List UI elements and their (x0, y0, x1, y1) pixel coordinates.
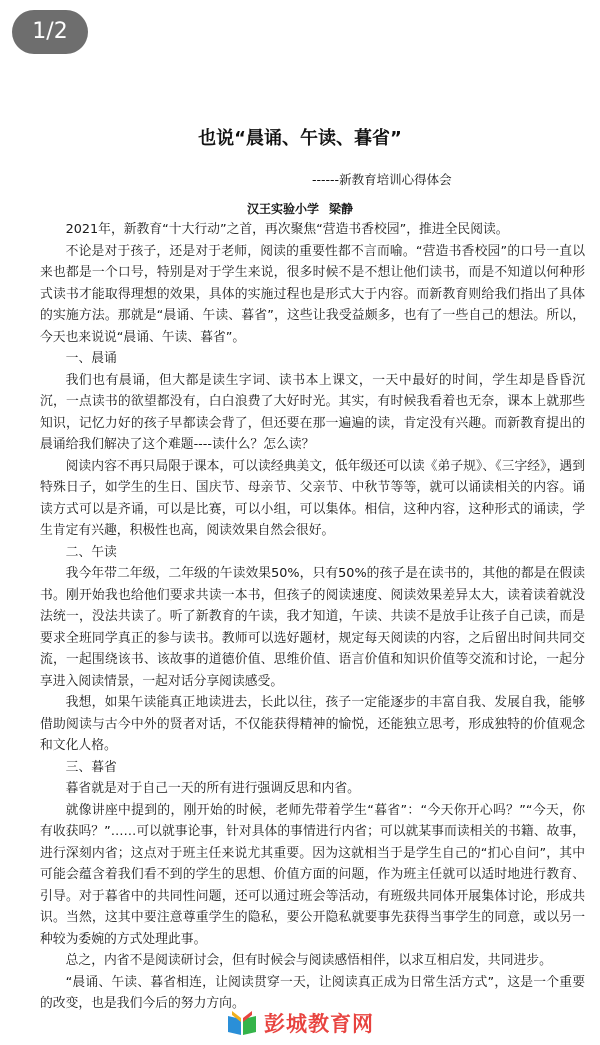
author-school: 汉王实验小学 (246, 202, 319, 216)
document-subtitle: ------新教育培训心得体会 (312, 172, 452, 187)
section-heading: 一、晨诵 (65, 351, 117, 366)
author-line (0, 200, 600, 217)
paragraph: “晨诵、午读、暮省相连，让阅读贯穿一天，让阅读真正成为日常生活方式”，这是一个重要的改变，也是我们今后的努力方向。 (40, 974, 585, 1011)
section-heading: 三、暮省 (65, 759, 117, 775)
paragraph: 我今年带二年级，二年级的午读效果50%，只有50%的孩子是在读书的，其他的都是在假读书。刚开始我也给他们要求共读一本书，但孩子的阅读速度、阅读效果差异太大，读着读着就没法统一，没法共读了。听了新教育的午读，我才知道，午读、共读不是放手让孩子自己读，而是要求全班同学真正的参与读书。教师可以选好题材，规定每天阅读的内容，之后留出时间共同交流，一起围绕该书、该故事的道德价值、思维价值、语言价值和知识价值等交流和讨论，一起分享进入阅读情景，一起对话分享阅读感受。 (40, 566, 585, 689)
paragraph: 总之，内省不是阅读研讨会，但有时候会与阅读感悟相伴，以求互相启发，共同进步。 (65, 953, 552, 968)
document-body (40, 219, 585, 1015)
paragraph: 我们也有晨诵，但大都是读生字词、读书本上课文，一天中最好的时间，学生却是昏昏沉沉，一点读书的欲望都没有，白白浪费了大好时光。其实，有时候我看着也无奈，课本上就那些知识，记忆力好的孩子早都读会背了，但还要在那一遍遍的读，肯定没有兴趣。而新教育提出的晨诵给我们解决了这个难题----读什么？怎么读？ (40, 372, 585, 452)
watermark (0, 1008, 600, 1038)
book-logo-icon (226, 1010, 258, 1036)
page-indicator[interactable]: 1/2 (12, 10, 88, 54)
paragraph: 就像讲座中提到的，刚开始的时候，老师先带着学生“暮省”：“今天你开心吗？”“今天，你有收获吗？”……可以就事论事，针对具体的事情进行内省；可以就某事而读相关的书籍、故事，进行深刻内省；这点对于班主任来说尤其重要。因为这就相当于是学生自己的“扪心自问”，其中可能会蕴含着我们看不到的学生的思想、价值方面的问题，作为班主任就可以适时地进行教育、引导。对于暮省中的共同性问题，还可以通过班会等活动，有班级共同体开展集体讨论，形成共识。当然，这其中要注意尊重学生的隐私，要公开隐私就要事先获得当事学生的同意，或以另一种较为委婉的方式处理此事。 (40, 802, 585, 947)
watermark-text: 彭城教育网 (264, 1012, 374, 1036)
section-heading: 二、午读 (65, 544, 117, 560)
document-title: 也说“晨诵、午读、暮省” (198, 128, 402, 149)
paragraph: 2021年，新教育“十大行动”之首，再次聚焦“营造书香校园”，推进全民阅读。 (65, 222, 509, 237)
paragraph: 不论是对于孩子，还是对于老师，阅读的重要性都不言而喻。“营造书香校园”的口号一直以来也都是一个口号，特别是对于学生来说，很多时候不是不想让他们读书，而是不知道以何种形式读书才能取得理想的效果，具体的实施过程也是形式大于内容。而新教育则给我们指出了具体的实施方法。那就是“晨诵、午读、暮省”，这些让我受益颇多，也有了一些自己的想法。所以，今天也来说说“晨诵、午读、暮省”。 (40, 243, 585, 345)
author-name: 梁静 (329, 202, 354, 216)
paragraph: 阅读内容不再只局限于课本，可以读经典美文，低年级还可以读《弟子规》、《三字经》，遇到特殊日子，如学生的生日、国庆节、母亲节、父亲节、中秋节等等，就可以诵读相关的内容。诵读方式可以是齐诵，可以是比赛，可以小组，可以集体。相信，这种内容，这种形式的诵读，学生肯定有兴趣，积极性也高，阅读效果自然会很好。 (40, 458, 585, 538)
paragraph: 暮省就是对于自己一天的所有进行强调反思和内省。 (65, 781, 360, 796)
paragraph: 我想，如果午读能真正地读进去，长此以往，孩子一定能逐步的丰富自我、发展自我，能够借助阅读与古今中外的贤者对话，不仅能获得精神的愉悦，还能独立思考，形成独特的价值观念和文化人格。 (40, 695, 585, 753)
